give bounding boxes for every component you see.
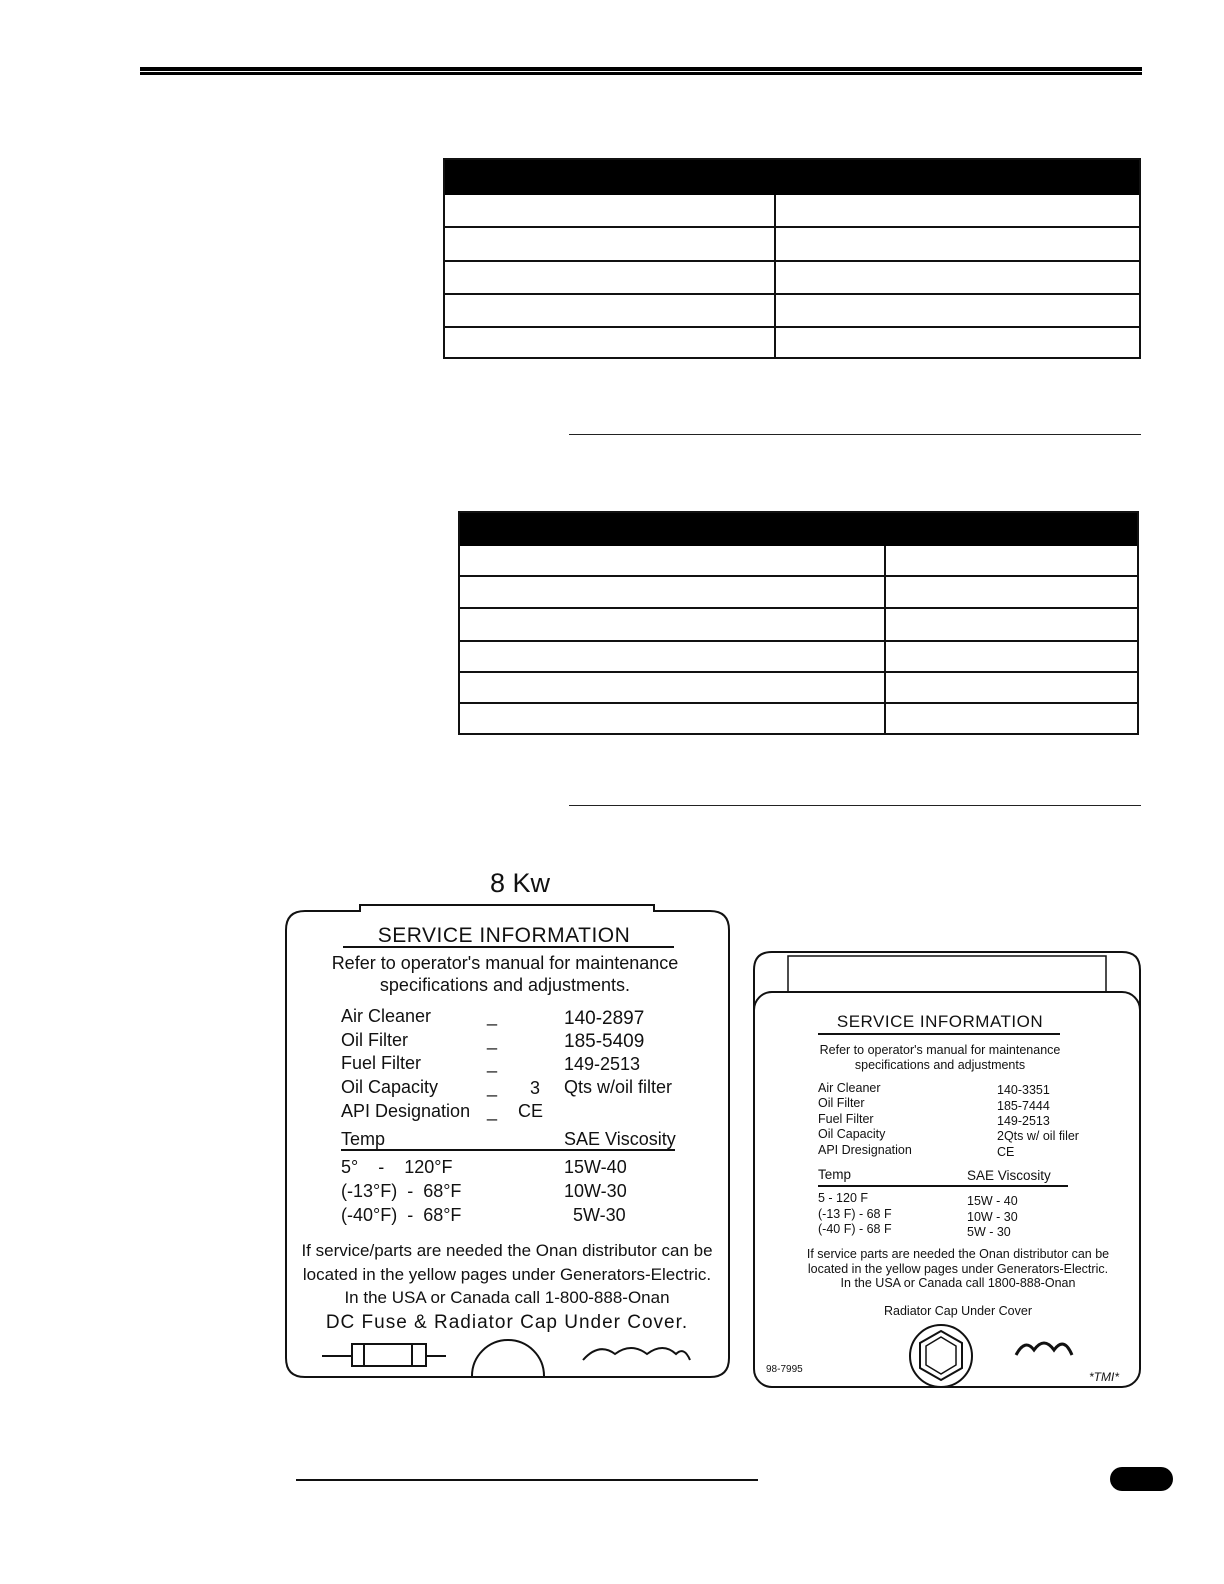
decal-8kw-item-label: Oil Filter (341, 1030, 408, 1050)
decal-8kw-item-value: 140-2897 (564, 1008, 645, 1029)
decal-tmi-part-number: 98-7995 (766, 1364, 803, 1375)
decal-tmi-sae-header: SAE Viscosity (967, 1168, 1051, 1183)
decal-8kw-item-dash: _ (487, 1030, 498, 1050)
decal-8kw-footer-2: located in the yellow pages under Generators-Electric. (302, 1265, 712, 1284)
decal-tmi-temp-sae: 5W - 30 (967, 1225, 1011, 1239)
page-number-tab (1110, 1467, 1173, 1491)
decal-8kw-item-label: Air Cleaner (341, 1006, 432, 1026)
decal-tmi-item-label: Oil Filter (818, 1096, 865, 1110)
decal-tmi-top-slot (788, 956, 1106, 996)
decal-tmi-item-value: 185-7444 (997, 1099, 1050, 1113)
decal-tmi-temp-range: (-13 F) - 68 F (818, 1207, 892, 1221)
decal-tmi-footer-1: If service parts are needed the Onan distributor can be (806, 1247, 1110, 1261)
decal-8kw-item-value: 185-5409 (564, 1031, 645, 1052)
decal-tmi-temp-sae: 15W - 40 (967, 1194, 1018, 1208)
decal-tmi-intro-2: specifications and adjustments (854, 1058, 1026, 1072)
decal-8kw-item-dash: _ (487, 1101, 498, 1121)
decal-tmi-title: SERVICE INFORMATION (836, 1012, 1044, 1031)
decal-tmi-item-label: Air Cleaner (818, 1081, 881, 1095)
decal-8kw-item-value: 149-2513 (564, 1054, 641, 1074)
decal-8kw-item-dash: _ (487, 1006, 498, 1026)
decal-8kw-cover-note: DC Fuse & Radiator Cap Under Cover. (325, 1312, 689, 1333)
decal-tmi-item-value: CE (997, 1145, 1015, 1159)
decal-tmi-intro-1: Refer to operator's manual for maintenance (819, 1043, 1061, 1057)
cover-notch-icon (472, 1340, 544, 1376)
decal-8kw-item-qty: CE (518, 1101, 544, 1121)
decal-tmi-item-value: 2Qts w/ oil filer (997, 1129, 1079, 1143)
decal-8kw-temp-header: Temp (341, 1129, 386, 1149)
coolant-wave-icon (583, 1348, 690, 1360)
decal-tmi-cover-note: Radiator Cap Under Cover (884, 1304, 1032, 1318)
decal-8kw-item-label: Oil Capacity (341, 1077, 439, 1097)
decal-8kw-intro-1: Refer to operator's manual for maintenance (331, 953, 679, 973)
decal-8kw-title: SERVICE INFORMATION (377, 924, 631, 947)
decal-tmi-item-label: Fuel Filter (818, 1112, 874, 1126)
decal-8kw-item-dash: _ (487, 1077, 498, 1097)
decal-tmi-temp-header: Temp (818, 1167, 852, 1182)
decal-8kw-item-dash: _ (487, 1053, 498, 1073)
decal-tmi-item-label: API Dresignation (818, 1143, 912, 1157)
decal-8kw-item-label: Fuel Filter (341, 1053, 422, 1073)
decal-tmi-temp-sae: 10W - 30 (967, 1210, 1018, 1224)
decal-8kw-item-value: Qts w/oil filter (564, 1077, 673, 1097)
footer-rule (296, 1479, 758, 1481)
decal-8kw-sae-header: SAE Viscosity (564, 1129, 676, 1149)
fuse-icon (322, 1344, 446, 1366)
decal-tmi-footer-2: located in the yellow pages under Generators-Electric. (807, 1262, 1109, 1276)
decal-8kw-temp-range: 5° - 120°F (341, 1157, 453, 1177)
decal-8kw-temp-range: (-13°F) - 68°F (341, 1181, 462, 1201)
decal-8kw-temp-range: (-40°F) - 68°F (341, 1205, 462, 1225)
decal-8kw-footer-3: In the USA or Canada call 1-800-888-Onan (344, 1288, 670, 1307)
decal-tmi-item-label: Oil Capacity (818, 1127, 886, 1141)
decal-8kw-heading: 8 Kw (489, 868, 551, 898)
decal-tmi-brand-mark: *TMI* (1089, 1370, 1119, 1384)
decal-8kw-footer-1: If service/parts are needed the Onan distributor can be (301, 1241, 713, 1260)
decal-tmi-item-value: 140-3351 (997, 1083, 1050, 1097)
decal-8kw-item-label: API Designation (341, 1101, 471, 1121)
decal-tmi-item-value: 149-2513 (997, 1114, 1050, 1128)
decal-tmi-footer-3: In the USA or Canada call 1800-888-Onan (840, 1276, 1076, 1290)
decal-8kw-intro-2: specifications and adjustments. (379, 975, 631, 995)
decal-8kw-temp-sae: 15W-40 (564, 1157, 627, 1177)
decal-tmi-temp-range: 5 - 120 F (818, 1191, 869, 1205)
decal-8kw-temp-sae: 5W-30 (573, 1205, 626, 1225)
decal-tmi-temp-range: (-40 F) - 68 F (818, 1222, 892, 1236)
decal-8kw-item-qty: 3 (530, 1078, 541, 1098)
decal-8kw-temp-sae: 10W-30 (564, 1181, 627, 1201)
